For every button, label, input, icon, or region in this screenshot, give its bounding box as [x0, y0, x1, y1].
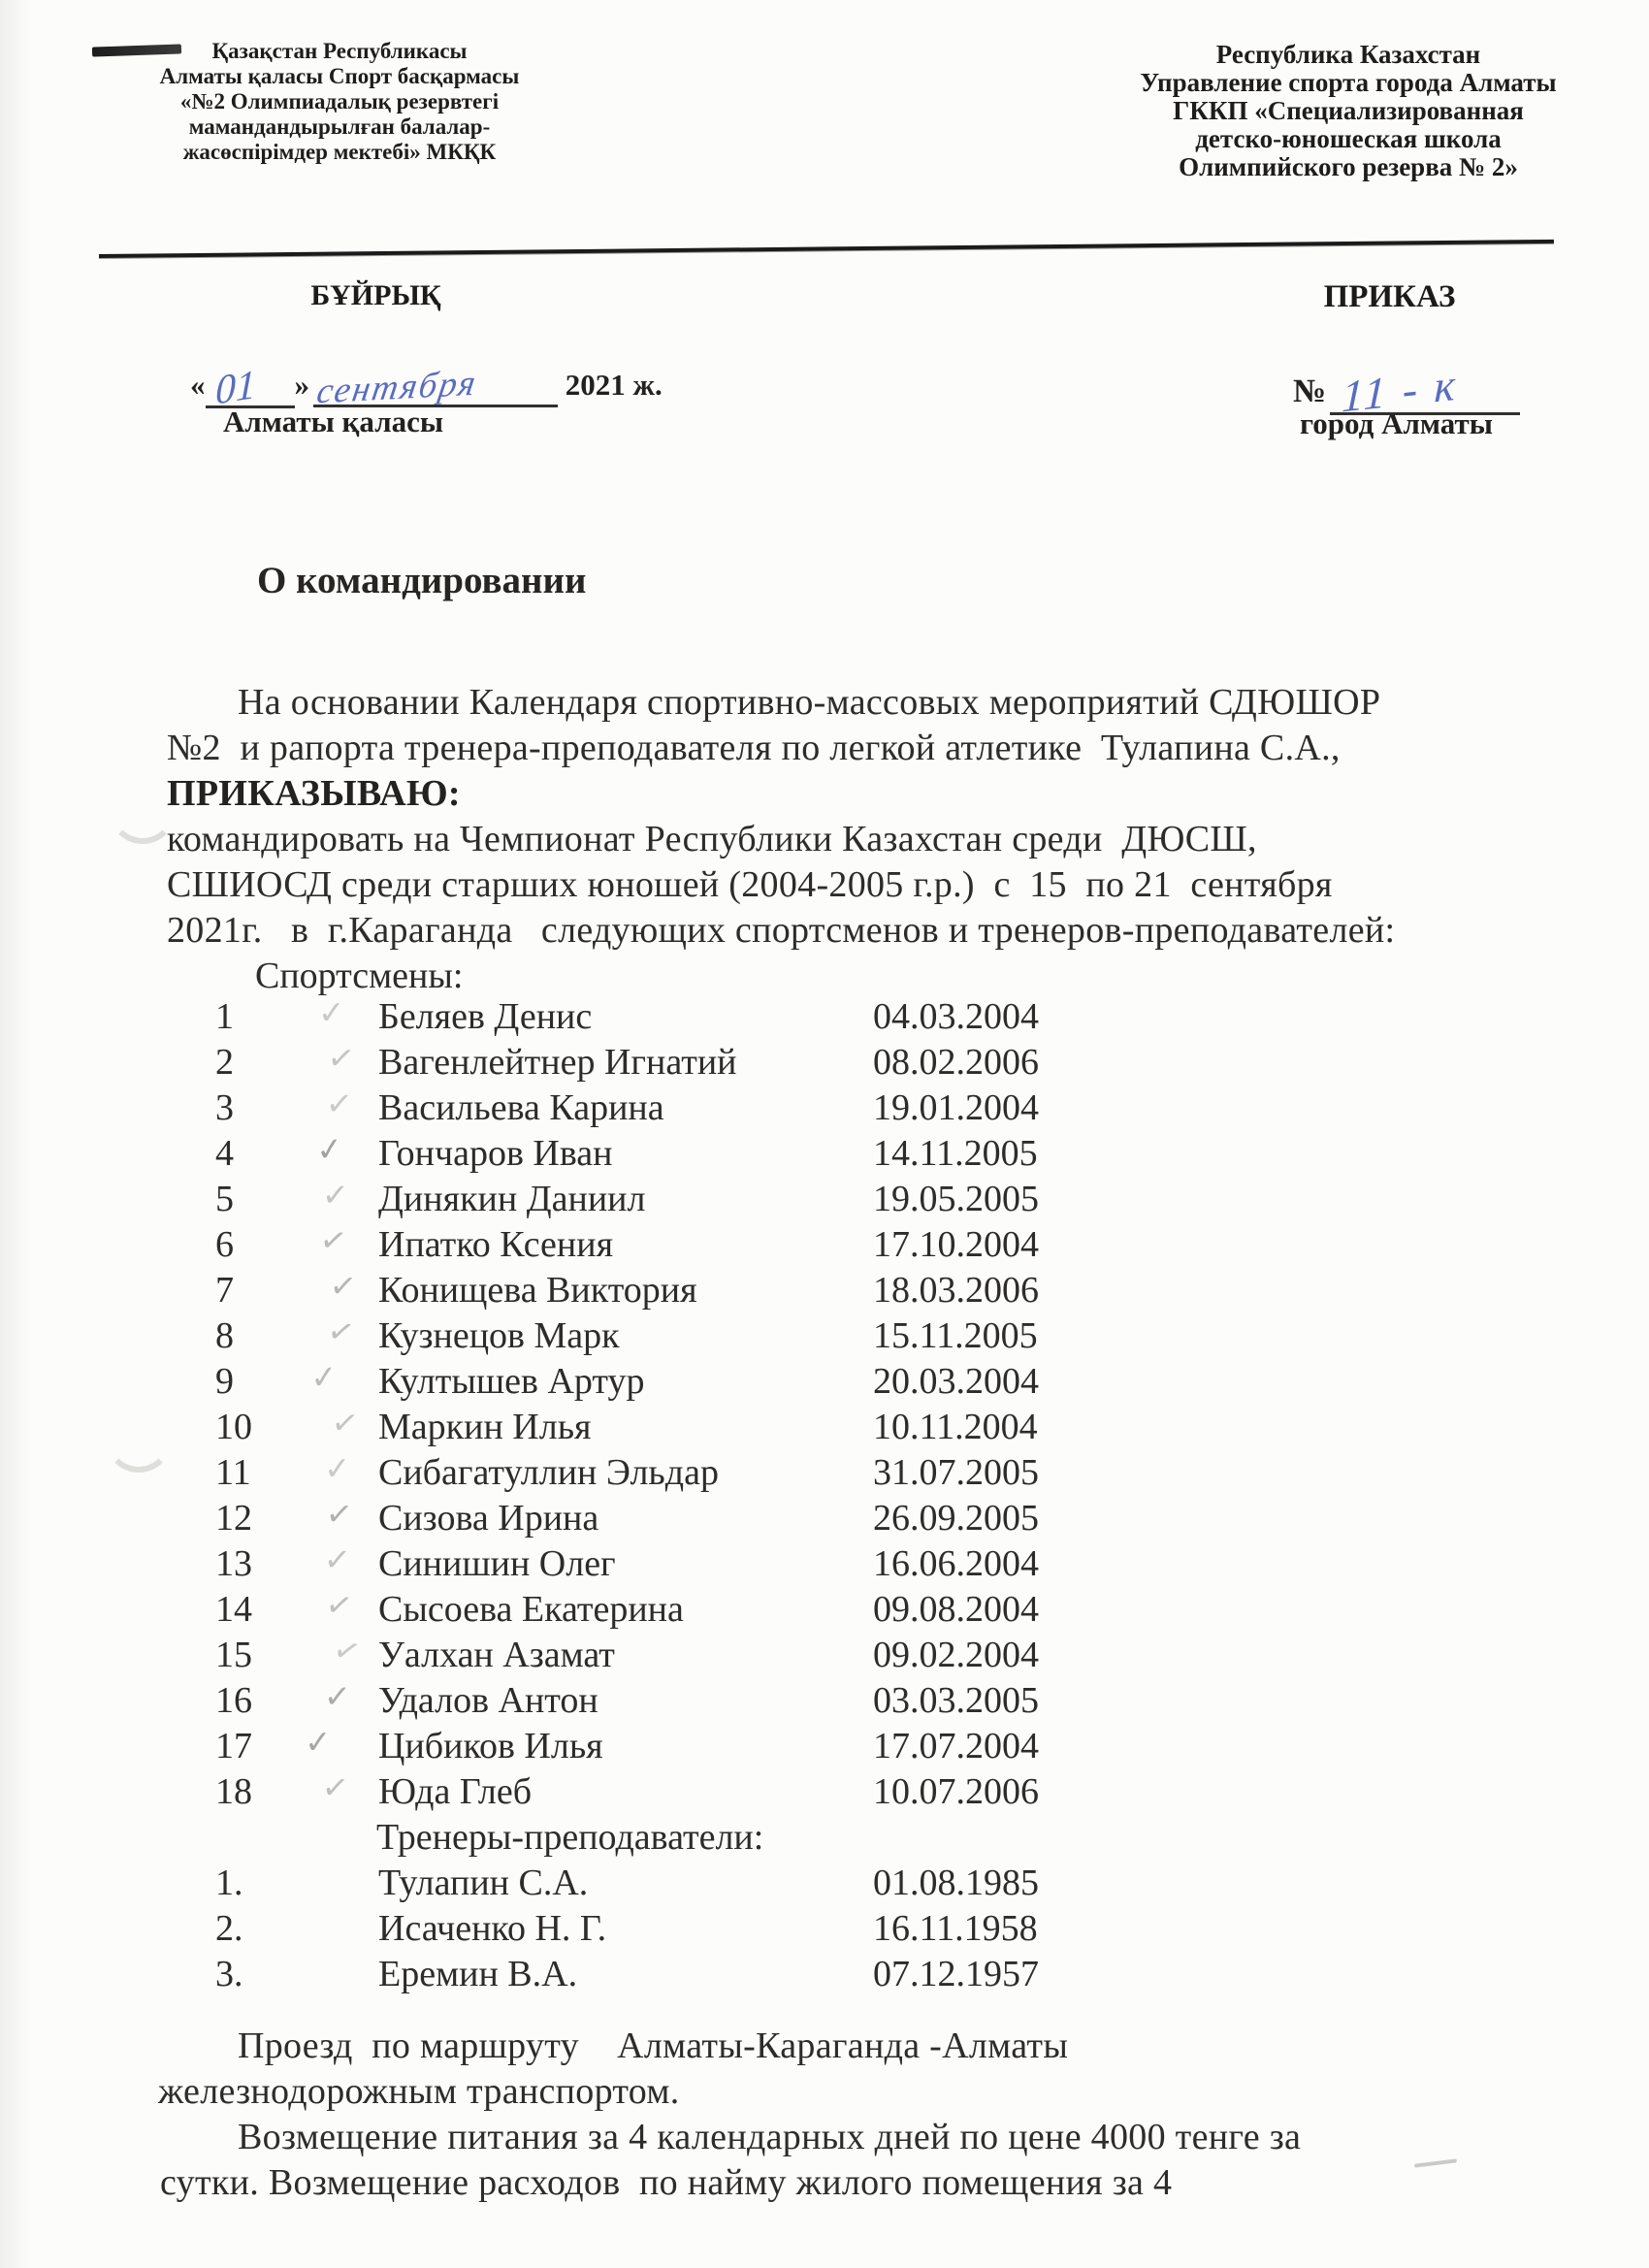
birth-date: 10.07.2006: [873, 1771, 1039, 1812]
birth-date: 18.03.2006: [873, 1270, 1039, 1311]
birth-date: 19.01.2004: [873, 1087, 1039, 1128]
row-number: 6: [215, 1224, 234, 1265]
athlete-row: [0, 1722, 1649, 1770]
body-line-command-3: 2021г. в г.Караганда следующих спортсменов и тренеров-преподавателей:: [167, 910, 1396, 951]
pencil-checkmark-icon: ✓: [324, 1493, 355, 1535]
row-number: 10: [215, 1407, 252, 1447]
birth-date: 31.07.2005: [873, 1452, 1039, 1493]
row-number: 18: [215, 1771, 252, 1812]
pencil-checkmark-icon: ✓: [325, 1037, 358, 1079]
body-line-reimbursement-2: сутки. Возмещение расходов по найму жилого помещения за 4: [160, 2162, 1173, 2203]
birth-date: 20.03.2004: [873, 1361, 1039, 1402]
row-number: 14: [215, 1589, 252, 1630]
person-name: Гончаров Иван: [378, 1133, 613, 1174]
pencil-checkmark-icon: ✓: [328, 1265, 359, 1307]
org-letterhead-kazakh: [146, 39, 534, 165]
pencil-checkmark-icon: ✓: [324, 1084, 354, 1123]
person-name: Култышев Артур: [378, 1361, 645, 1402]
pencil-checkmark-icon: ✓: [304, 1722, 333, 1762]
birth-date: 19.05.2005: [873, 1179, 1039, 1219]
birth-date: 15.11.2005: [873, 1315, 1038, 1356]
athlete-row: [0, 1357, 1649, 1406]
pencil-checkmark-icon: ✓: [329, 1402, 362, 1443]
date-year: 2021 ж.: [558, 368, 663, 402]
person-name: Беляев Денис: [378, 996, 593, 1037]
pencil-checkmark-icon: ✓: [323, 1676, 352, 1716]
person-name: Удалов Антон: [378, 1680, 598, 1721]
row-number: 15: [215, 1635, 252, 1675]
athlete-row: [0, 1086, 1649, 1132]
row-number: 17: [215, 1726, 252, 1766]
letterhead-line: жасөспірімдер мектебі» МКҚК: [182, 140, 497, 164]
handwritten-day: 01: [214, 362, 256, 414]
letterhead-line: Республика Казахстан: [1215, 40, 1481, 69]
athlete-row: [0, 1676, 1649, 1725]
athlete-row: [0, 1037, 1649, 1086]
body-line-basis-2: №2 и рапорта тренера-преподавателя по легкой атлетике Тулапина С.А.,: [167, 728, 1341, 768]
letterhead-line: мамандандырылған балалар-: [188, 114, 491, 139]
person-name: Васильева Карина: [378, 1087, 664, 1128]
order-subject: О командировании: [257, 560, 587, 601]
row-number: 3.: [215, 1954, 243, 1994]
org-letterhead-russian: [1096, 41, 1600, 181]
date-day-blank: [206, 359, 295, 414]
person-name: Сибагатуллин Эльдар: [378, 1452, 719, 1493]
birth-date: 08.02.2006: [873, 1042, 1039, 1083]
pencil-checkmark-icon: ✓: [324, 1310, 359, 1353]
trainer-row: [0, 1907, 1649, 1953]
pencil-checkmark-icon: ✓: [329, 1628, 366, 1673]
row-number: 1: [215, 996, 234, 1037]
pencil-checkmark-icon: ✓: [322, 1583, 356, 1627]
person-name: Синишин Олег: [378, 1543, 616, 1584]
row-number: 2.: [215, 1908, 243, 1949]
birth-date: 14.11.2005: [873, 1133, 1038, 1174]
city-kazakh: Алматы қаласы: [223, 405, 444, 438]
athlete-row: [0, 1448, 1649, 1497]
birth-date: 07.12.1957: [873, 1954, 1039, 1994]
person-name: Кузнецов Марк: [378, 1315, 620, 1356]
pencil-checkmark-icon: ✓: [322, 1539, 352, 1579]
person-name: Тулапин С.А.: [378, 1863, 589, 1903]
person-name: Вагенлейтнер Игнатий: [378, 1042, 737, 1083]
body-line-basis-1: На основании Календаря спортивно-массовых мероприятий СДЮШОР: [238, 682, 1381, 723]
athlete-row: [0, 1539, 1649, 1588]
close-quote: »: [294, 368, 309, 402]
person-name: Динякин Даниил: [378, 1179, 646, 1219]
birth-date: 09.02.2004: [873, 1635, 1039, 1675]
birth-date: 04.03.2004: [873, 996, 1039, 1037]
birth-date: 09.08.2004: [873, 1589, 1039, 1630]
row-number: 5: [215, 1179, 234, 1219]
letterhead-line: детско-юношеская школа: [1195, 124, 1502, 153]
number-sign: №: [1293, 373, 1327, 409]
athlete-row: [0, 1128, 1649, 1178]
row-number: 12: [215, 1498, 252, 1539]
athlete-row: [0, 1628, 1649, 1679]
person-name: Исаченко Н. Г.: [378, 1908, 607, 1949]
birth-date: 16.11.1958: [873, 1908, 1038, 1949]
pencil-checkmark-icon: ✓: [321, 1175, 350, 1215]
decree-word: ПРИКАЗЫВАЮ:: [167, 773, 461, 814]
row-number: 3: [215, 1087, 234, 1128]
letterhead-line: Олимпийского резерва № 2»: [1179, 152, 1518, 181]
order-date-line: [190, 359, 663, 414]
athlete-row: [0, 1218, 1649, 1269]
birth-date: 10.11.2004: [873, 1407, 1038, 1447]
birth-date: 01.08.1985: [873, 1863, 1039, 1903]
row-number: 13: [215, 1543, 252, 1584]
birth-date: 26.09.2005: [873, 1498, 1039, 1539]
athlete-row: [0, 1493, 1649, 1542]
pencil-checkmark-icon: ✓: [314, 1128, 345, 1170]
body-line-reimbursement-1: Возмещение питания за 4 календарных дней по цене 4000 тенге за: [238, 2117, 1302, 2157]
pencil-checkmark-icon: ✓: [320, 1766, 351, 1808]
row-number: 1.: [215, 1863, 243, 1903]
city-russian: город Алматы: [1300, 406, 1493, 440]
person-name: Маркин Илья: [378, 1407, 592, 1447]
order-title-kazakh: БҰЙРЫҚ: [310, 279, 441, 311]
athlete-row: [0, 1310, 1649, 1360]
letterhead-divider-line: [99, 240, 1554, 258]
row-number: 11: [215, 1452, 251, 1493]
person-name: Юда Глеб: [378, 1771, 533, 1812]
letterhead-line: Управление спорта города Алматы: [1140, 68, 1557, 97]
athlete-row: [0, 1175, 1649, 1223]
handwritten-order-number: 11 - к: [1341, 359, 1460, 422]
pencil-smudge-mark: [1414, 2158, 1457, 2167]
trainer-row: [0, 1953, 1649, 1998]
person-name: Сысоева Екатерина: [378, 1589, 684, 1630]
row-number: 16: [215, 1680, 252, 1721]
athlete-row: [0, 1583, 1649, 1634]
row-number: 4: [215, 1133, 234, 1174]
person-name: Еремин В.А.: [378, 1954, 578, 1994]
trainer-row: [0, 1862, 1649, 1907]
pencil-checkmark-icon: ✓: [323, 1448, 352, 1488]
person-name: Конищева Виктория: [378, 1270, 697, 1311]
athlete-row: [0, 1265, 1649, 1314]
person-name: Цибиков Илья: [378, 1726, 603, 1766]
body-line-command-1: командировать на Чемпионат Республики Казахстан среди ДЮСШ,: [167, 819, 1257, 859]
row-number: 7: [215, 1270, 234, 1311]
body-line-travel-2: железнодорожным транспортом.: [158, 2071, 680, 2112]
row-number: 2: [215, 1042, 234, 1083]
row-number: 9: [215, 1361, 234, 1402]
person-name: Сизова Ирина: [378, 1498, 599, 1539]
letterhead-line: Алматы қаласы Спорт басқармасы: [159, 64, 520, 88]
letterhead-line: ГККП «Специализированная: [1173, 96, 1524, 125]
row-number: 8: [215, 1315, 234, 1356]
athlete-row: [0, 1766, 1649, 1816]
body-line-travel-1: Проезд по маршруту Алматы-Караганда -Алматы: [238, 2025, 1069, 2066]
handwritten-month: сентября: [313, 363, 481, 412]
pencil-checkmark-icon: ✓: [308, 1357, 339, 1397]
birth-date: 16.06.2004: [873, 1543, 1039, 1584]
open-quote: «: [190, 368, 206, 402]
trainers-section-heading: Тренеры-преподаватели:: [376, 1817, 764, 1858]
pencil-checkmark-icon: ✓: [316, 1218, 350, 1262]
birth-date: 17.07.2004: [873, 1726, 1039, 1766]
birth-date: 17.10.2004: [873, 1224, 1039, 1265]
person-name: Ипатко Ксения: [378, 1224, 614, 1265]
birth-date: 03.03.2005: [873, 1680, 1039, 1721]
athletes-section-heading: Спортсмены:: [255, 956, 464, 996]
order-title-russian: ПРИКАЗ: [1323, 279, 1456, 314]
letterhead-line: «№2 Олимпиадалық резервтегі: [179, 89, 500, 113]
letterhead-line: Қазақстан Республикасы: [211, 39, 468, 63]
person-name: Уалхан Азамат: [378, 1635, 615, 1675]
date-month-blank: [313, 363, 558, 412]
athlete-row: [0, 1402, 1649, 1451]
athlete-row: [0, 992, 1649, 1041]
body-line-command-2: СШИОСД среди старших юношей (2004-2005 г.р.) с 15 по 21 сентября: [167, 864, 1333, 905]
pencil-checkmark-icon: ✓: [317, 992, 346, 1032]
